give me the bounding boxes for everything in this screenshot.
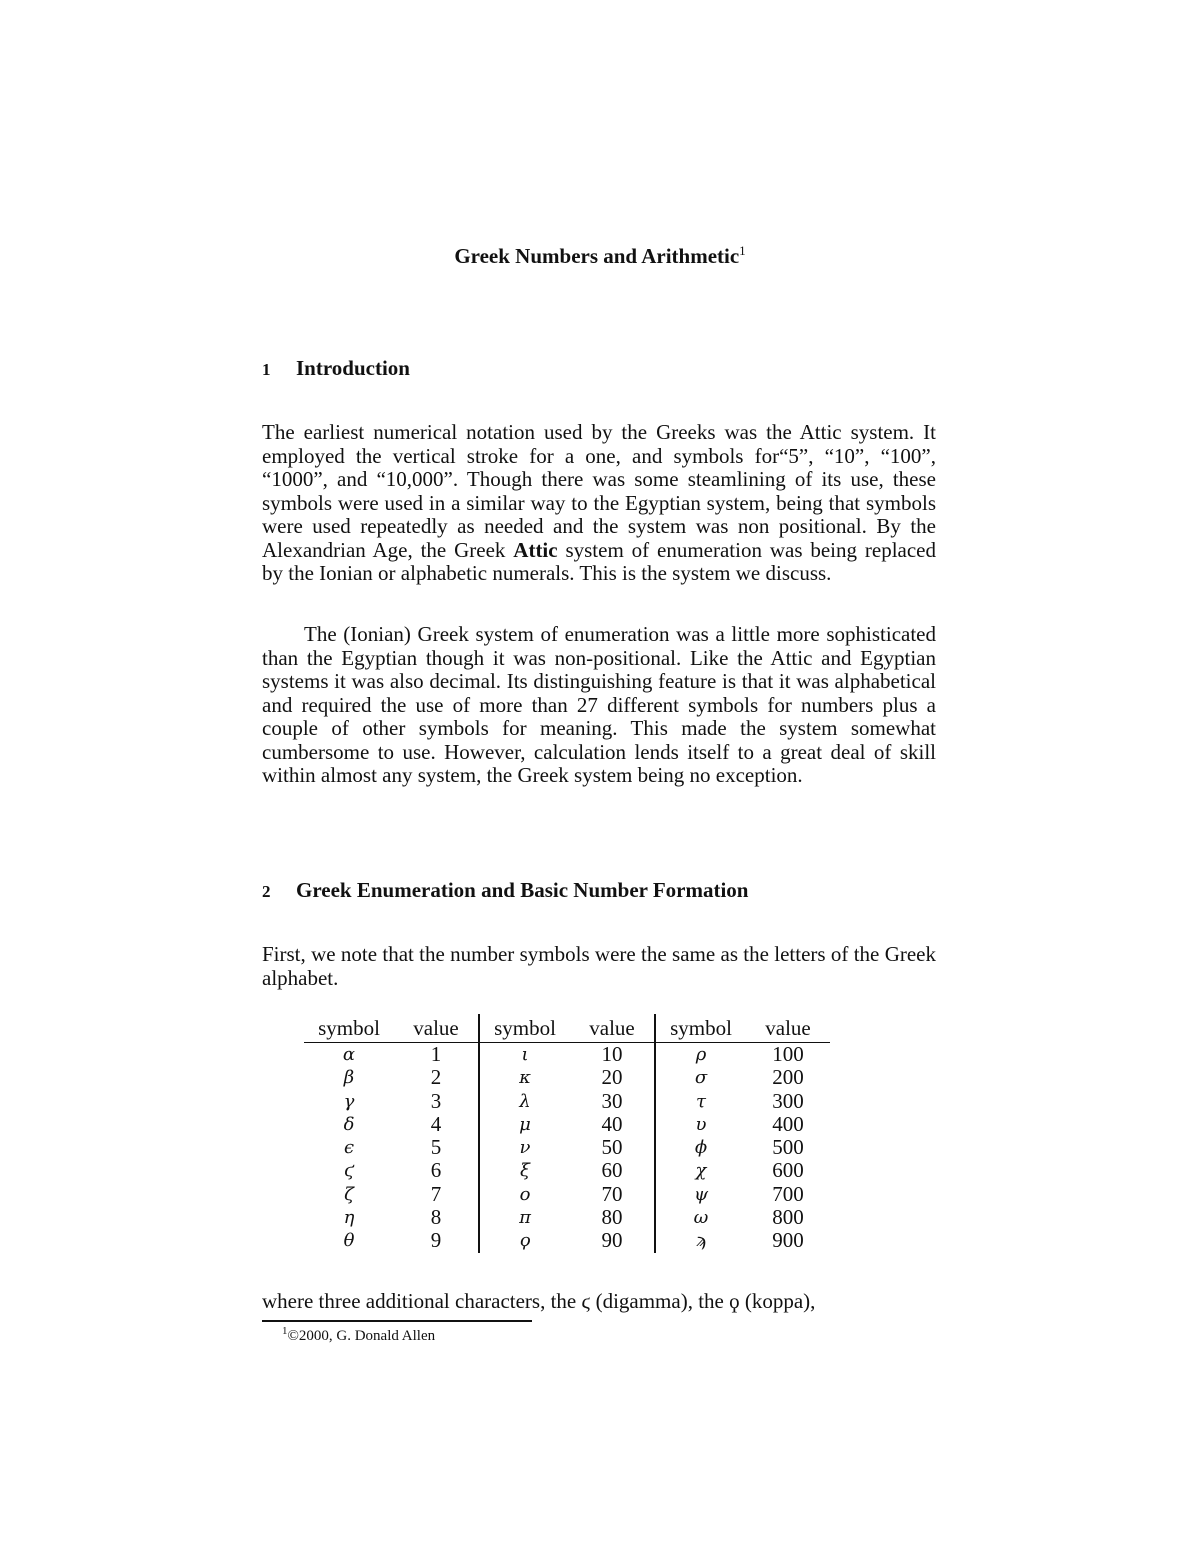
symbol-cell: ι: [521, 1044, 529, 1065]
intro-p2-text: The (Ionian) Greek system of enumeration was a little more sophisticated than the Egyptian though it was non-positional. Like the Attic and Egyptian systems it was also decimal. Its distinguishing feature is that it was alphabetical and required the use of more than 27 different symbols for numbers plus a couple of other symbols for meaning. This made the system somewhat cumbersome to use. However, calculation lends itself to a great deal of skill within almost any system, the Greek system being no exception.: [262, 622, 936, 787]
symbol-cell: η: [343, 1207, 355, 1229]
intro-p1-bold: Attic: [513, 537, 558, 562]
value-cell: 4: [394, 1113, 479, 1136]
value-cell: 700: [772, 1181, 804, 1206]
symbol-cell: γ: [343, 1090, 355, 1112]
section-number: 2: [262, 882, 271, 901]
value-cell: 900: [772, 1228, 804, 1253]
header-symbol: symbol: [655, 1014, 746, 1043]
table-row: [304, 1090, 830, 1113]
symbol-cell: δ: [343, 1113, 355, 1135]
intro-paragraph-1: [262, 421, 936, 586]
value-cell: 3: [394, 1090, 479, 1113]
footnote-divider: [262, 1320, 532, 1322]
table-row: [304, 1206, 830, 1229]
table-row: [304, 1043, 830, 1067]
value-cell: 5: [394, 1136, 479, 1159]
closing-text: where three additional characters, the ϛ (digamma), the ϙ (koppa),: [262, 1289, 816, 1313]
table-row: [304, 1136, 830, 1159]
symbol-cell: ϕ: [694, 1137, 708, 1159]
table-row: [304, 1113, 830, 1136]
table-row: [304, 1229, 830, 1252]
table-row: [304, 1066, 830, 1089]
value-cell: 300: [772, 1088, 804, 1113]
value-cell: 30: [570, 1090, 655, 1113]
value-cell: 8: [394, 1206, 479, 1229]
footnote: [282, 1325, 435, 1345]
section-title: Introduction: [296, 356, 410, 380]
table-body: [304, 1043, 830, 1253]
symbol-cell: ο: [519, 1183, 531, 1205]
value-cell: 200: [772, 1065, 804, 1090]
title-footnote-mark: 1: [739, 243, 746, 258]
intro-p1-text: The earliest numerical notation used by the Greeks was the Attic system. It employed the vertical stroke for a one, and symbols for“5”, “10”, “100”, “1000”, and “10,000”. Though there was some steamlining of its use, these symbols were used in a similar way to the Egyptian system, being that symbols were used repeatedly as needed and the system was non positional. By the Alexandrian Age, the Greek: [262, 420, 936, 562]
symbol-cell: σ: [694, 1067, 708, 1089]
sec2-p1-text: First, we note that the number symbols were the same as the letters of the Greek alphabet.: [262, 942, 936, 990]
symbol-cell: κ: [519, 1067, 531, 1089]
section-title: Greek Enumeration and Basic Number Formation: [296, 878, 749, 902]
value-cell: 40: [570, 1113, 655, 1136]
header-value: value: [746, 1014, 830, 1043]
value-cell: 500: [772, 1135, 804, 1160]
section-heading-greek-enumeration: [262, 878, 748, 903]
footnote-text: ©2000, G. Donald Allen: [287, 1328, 436, 1344]
closing-paragraph: [262, 1290, 936, 1314]
header-symbol: symbol: [304, 1014, 394, 1043]
value-cell: 1: [394, 1043, 479, 1067]
section-heading-introduction: [262, 356, 410, 381]
value-cell: 70: [570, 1183, 655, 1206]
symbol-cell: π: [519, 1207, 531, 1229]
symbol-cell: α: [342, 1044, 356, 1065]
symbol-cell: χ: [695, 1160, 707, 1182]
section-number: 1: [262, 360, 271, 379]
value-cell: 9: [394, 1229, 479, 1252]
symbol-cell: μ: [519, 1113, 531, 1135]
value-cell: 7: [394, 1183, 479, 1206]
table-row: [304, 1183, 830, 1206]
symbol-cell: ϡ: [695, 1230, 707, 1252]
greek-numeral-table: [304, 1014, 830, 1253]
symbol-cell: υ: [695, 1113, 707, 1135]
intro-p1-end: system of enumeration was being replaced by the Ionian or alphabetic numerals. This is the system we discuss.: [262, 537, 936, 585]
symbol-cell: λ: [519, 1090, 531, 1112]
value-cell: 2: [394, 1066, 479, 1089]
symbol-cell: ζ: [344, 1183, 354, 1205]
symbol-cell: ϛ: [343, 1160, 355, 1182]
symbol-cell: ϙ: [519, 1230, 531, 1252]
symbol-cell: ρ: [695, 1044, 707, 1065]
title-text: Greek Numbers and Arithmetic: [454, 244, 740, 268]
value-cell: 6: [394, 1159, 479, 1182]
footnote-mark: 1: [282, 1325, 288, 1337]
value-cell: 100: [772, 1042, 804, 1066]
value-cell: 800: [772, 1205, 804, 1230]
symbol-cell: ϵ: [343, 1137, 355, 1159]
symbol-cell: β: [343, 1067, 355, 1089]
symbol-cell: ξ: [520, 1160, 530, 1182]
value-cell: 90: [570, 1229, 655, 1252]
value-cell: 400: [772, 1111, 804, 1136]
header-symbol: symbol: [479, 1014, 570, 1043]
value-cell: 10: [570, 1043, 655, 1067]
symbol-cell: ν: [519, 1137, 531, 1159]
intro-paragraph-2: [262, 623, 936, 788]
section2-paragraph-1: [262, 943, 936, 990]
table-row: [304, 1159, 830, 1182]
header-value: value: [394, 1014, 479, 1043]
table-header-row: [304, 1014, 830, 1043]
header-value: value: [570, 1014, 655, 1043]
symbol-cell: ω: [693, 1207, 709, 1229]
value-cell: 20: [570, 1066, 655, 1089]
symbol-cell: ψ: [693, 1183, 709, 1205]
symbol-cell: τ: [696, 1090, 706, 1112]
value-cell: 80: [570, 1206, 655, 1229]
value-cell: 50: [570, 1136, 655, 1159]
symbol-cell: θ: [343, 1230, 355, 1252]
value-cell: 600: [772, 1158, 804, 1183]
document-title: [0, 243, 1200, 269]
value-cell: 60: [570, 1159, 655, 1182]
